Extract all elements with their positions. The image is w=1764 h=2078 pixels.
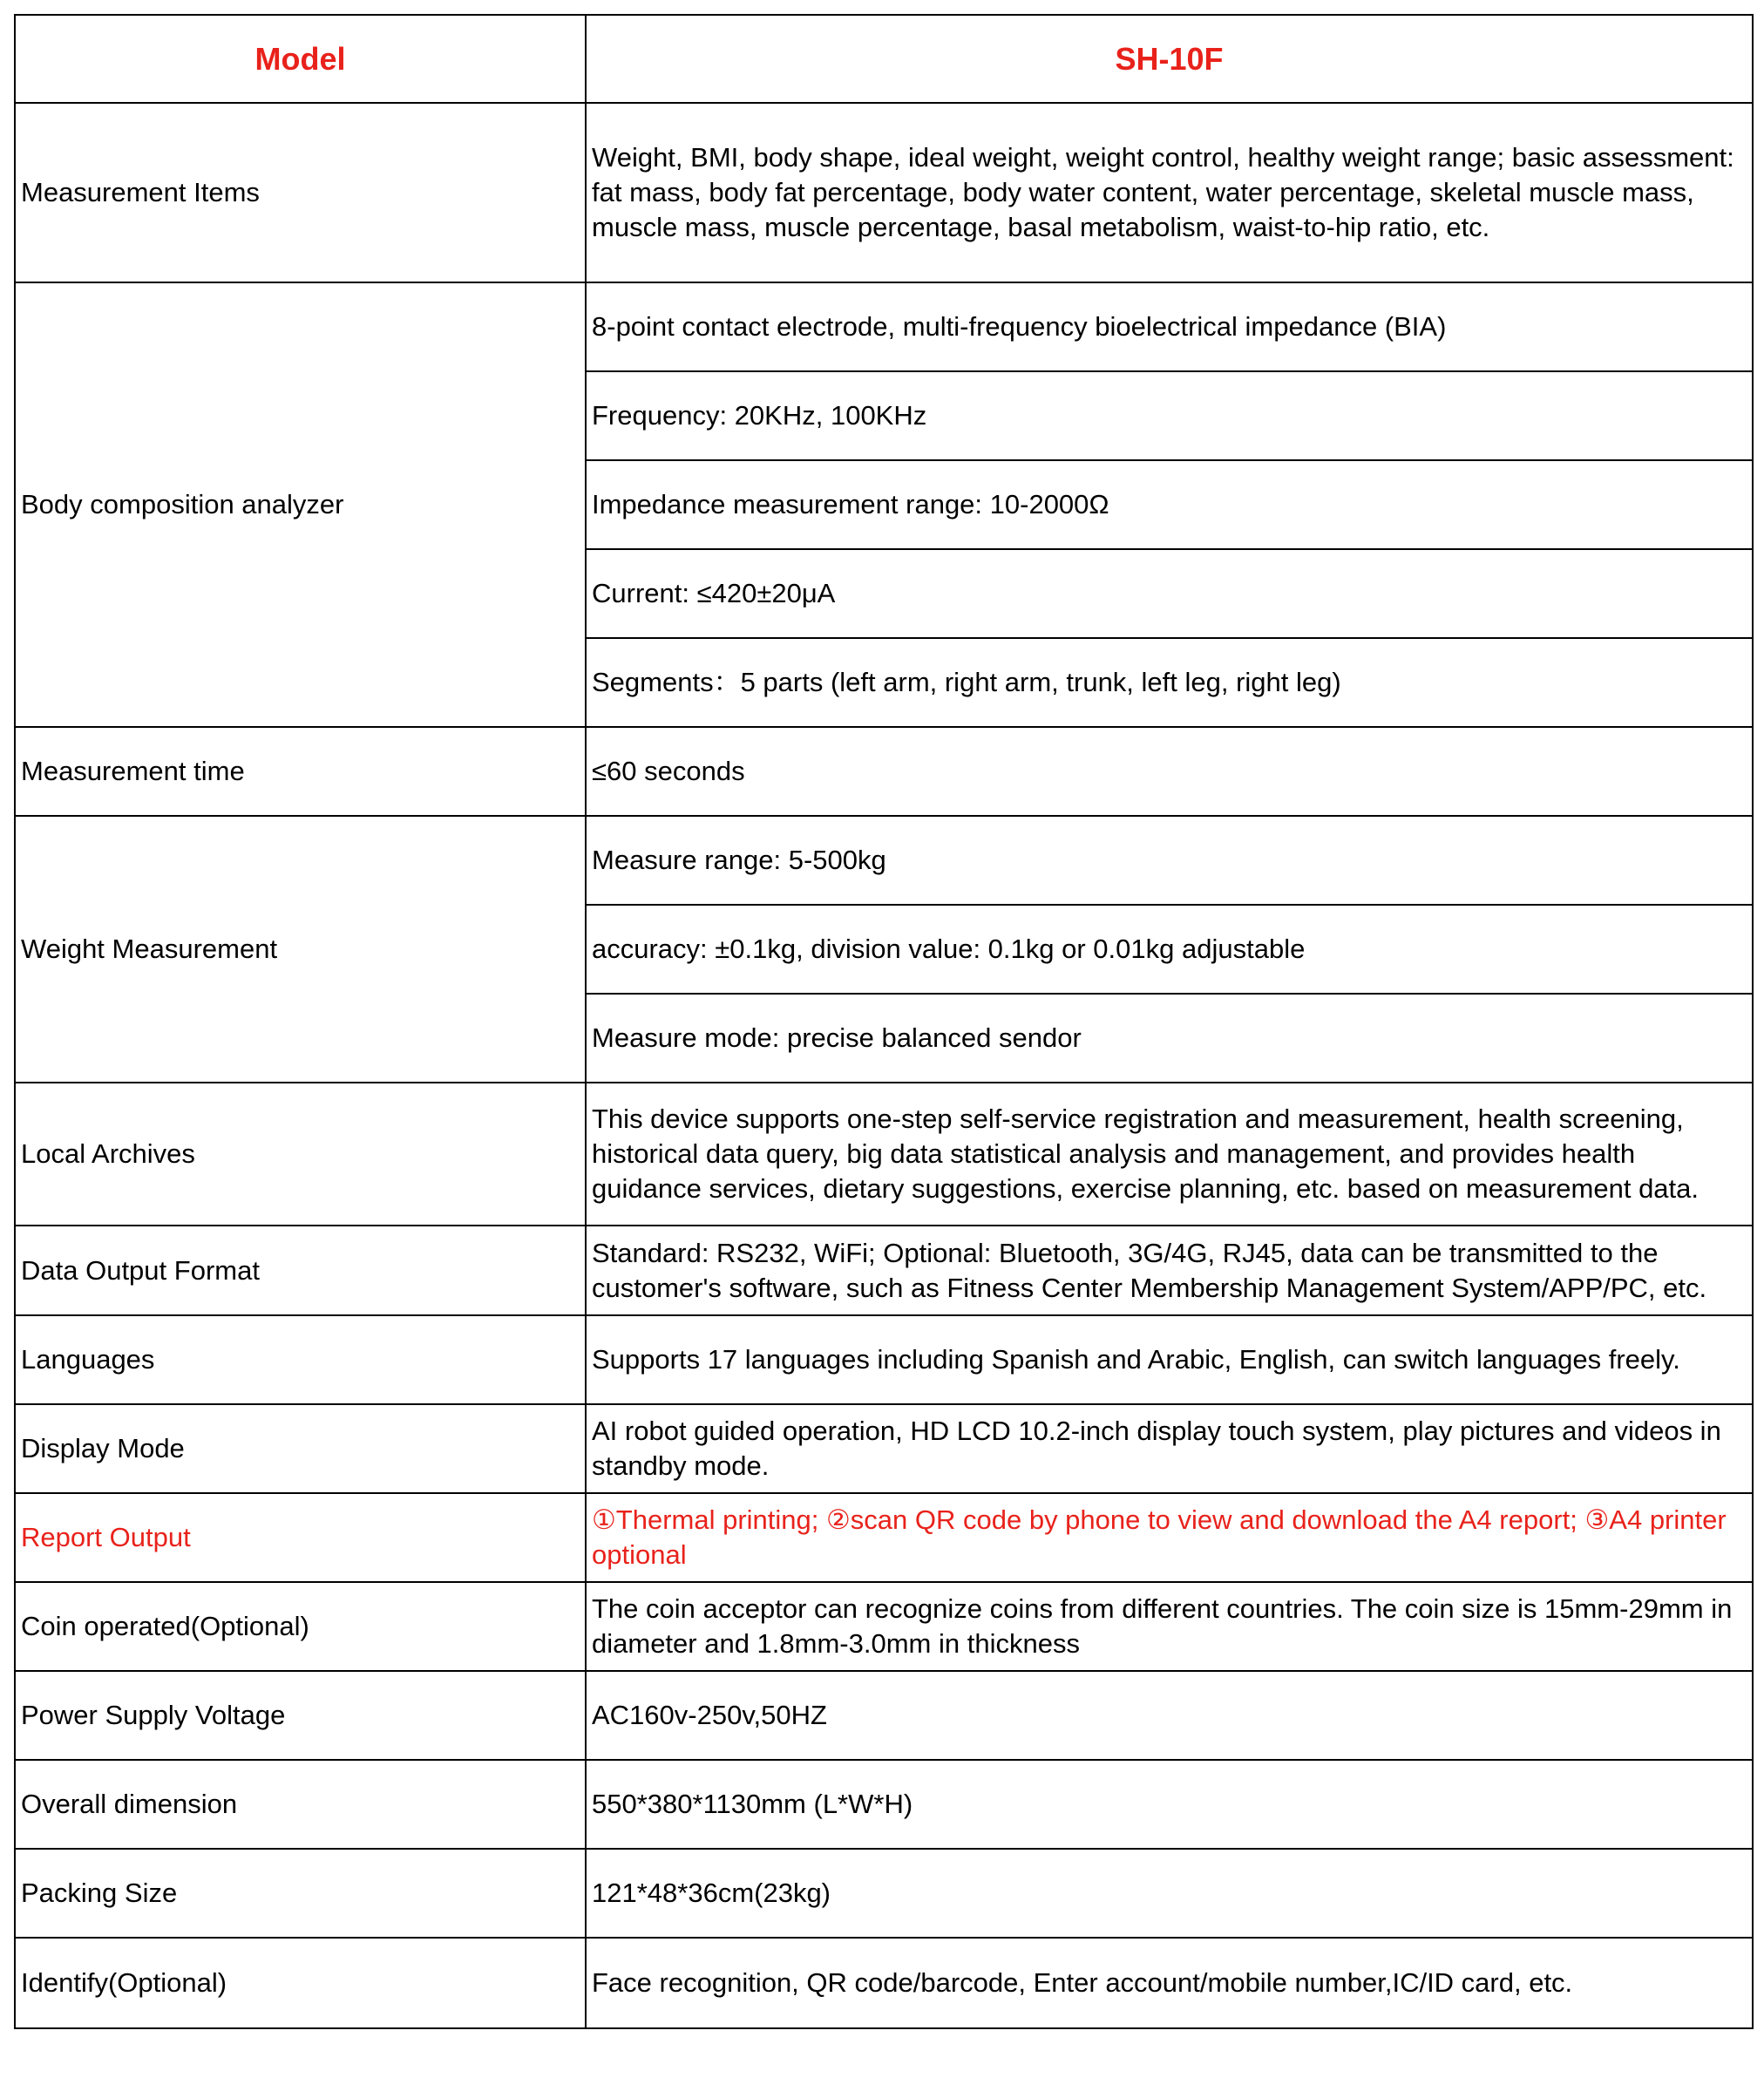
model-value: SH-10F (586, 15, 1753, 103)
row-label-overall-dimension: Overall dimension (15, 1760, 586, 1849)
table-row (15, 1083, 1753, 1226)
row-label-body-composition: Body composition analyzer (15, 282, 586, 727)
row-value-data-output-format: Standard: RS232, WiFi; Optional: Bluetooth, 3G/4G, RJ45, data can be transmitted to the customer's software, such as Fitness Center Membership Management System/APP/PC, etc. (586, 1226, 1753, 1315)
row-label-identify: Identify(Optional) (15, 1938, 586, 2028)
table-row (15, 103, 1753, 282)
table-row (15, 1404, 1753, 1493)
row-value-weight-measurement-2: accuracy: ±0.1kg, division value: 0.1kg or 0.01kg adjustable (586, 905, 1753, 994)
row-value-report-output: ①Thermal printing; ②scan QR code by phone to view and download the A4 report; ③A4 printer optional (586, 1493, 1753, 1582)
row-value-body-composition-5: Segments：5 parts (left arm, right arm, trunk, left leg, right leg) (586, 638, 1753, 727)
row-label-local-archives: Local Archives (15, 1083, 586, 1226)
table-row (15, 1493, 1753, 1582)
row-label-display-mode: Display Mode (15, 1404, 586, 1493)
row-value-overall-dimension: 550*380*1130mm (L*W*H) (586, 1760, 1753, 1849)
row-label-packing-size: Packing Size (15, 1849, 586, 1938)
table-row (15, 1938, 1753, 2028)
row-value-local-archives: This device supports one-step self-service registration and measurement, health screening, historical data query, big data statistical analysis and management, and provides health guidance services, dietary suggestions, exercise planning, etc. based on measurement data. (586, 1083, 1753, 1226)
header-row (15, 15, 1753, 103)
table-row (15, 282, 1753, 371)
model-label: Model (15, 15, 586, 103)
table-row (15, 816, 1753, 905)
row-label-measurement-time: Measurement time (15, 727, 586, 816)
row-label-data-output-format: Data Output Format (15, 1226, 586, 1315)
row-label-power-supply: Power Supply Voltage (15, 1671, 586, 1760)
table-row (15, 1226, 1753, 1315)
row-value-coin-operated: The coin acceptor can recognize coins from different countries. The coin size is 15mm-29mm in diameter and 1.8mm-3.0mm in thickness (586, 1582, 1753, 1671)
row-label-weight-measurement: Weight Measurement (15, 816, 586, 1083)
row-label-report-output: Report Output (15, 1493, 586, 1582)
row-label-measurement-items: Measurement Items (15, 103, 586, 282)
table-row (15, 1760, 1753, 1849)
row-value-measurement-time: ≤60 seconds (586, 727, 1753, 816)
table-row (15, 1849, 1753, 1938)
row-value-packing-size: 121*48*36cm(23kg) (586, 1849, 1753, 1938)
row-value-body-composition-2: Frequency: 20KHz, 100KHz (586, 371, 1753, 460)
table-row (15, 1671, 1753, 1760)
row-value-body-composition-1: 8-point contact electrode, multi-frequency bioelectrical impedance (BIA) (586, 282, 1753, 371)
row-label-languages: Languages (15, 1315, 586, 1404)
spec-table (14, 14, 1754, 2029)
table-row (15, 1315, 1753, 1404)
row-value-body-composition-4: Current: ≤420±20μA (586, 549, 1753, 638)
row-value-weight-measurement-3: Measure mode: precise balanced sendor (586, 994, 1753, 1083)
table-row (15, 1582, 1753, 1671)
row-value-body-composition-3: Impedance measurement range: 10-2000Ω (586, 460, 1753, 549)
row-value-display-mode: AI robot guided operation, HD LCD 10.2-inch display touch system, play pictures and videos in standby mode. (586, 1404, 1753, 1493)
row-value-weight-measurement-1: Measure range: 5-500kg (586, 816, 1753, 905)
table-row (15, 727, 1753, 816)
row-value-identify: Face recognition, QR code/barcode, Enter account/mobile number,IC/ID card, etc. (586, 1938, 1753, 2028)
row-value-measurement-items: Weight, BMI, body shape, ideal weight, weight control, healthy weight range; basic assessment: fat mass, body fat percentage, body water content, water percentage, skeletal muscle mass, muscle mass, muscle percentage, basal metabolism, waist-to-hip ratio, etc. (586, 103, 1753, 282)
row-label-coin-operated: Coin operated(Optional) (15, 1582, 586, 1671)
row-value-power-supply: AC160v-250v,50HZ (586, 1671, 1753, 1760)
row-value-languages: Supports 17 languages including Spanish and Arabic, English, can switch languages freely. (586, 1315, 1753, 1404)
